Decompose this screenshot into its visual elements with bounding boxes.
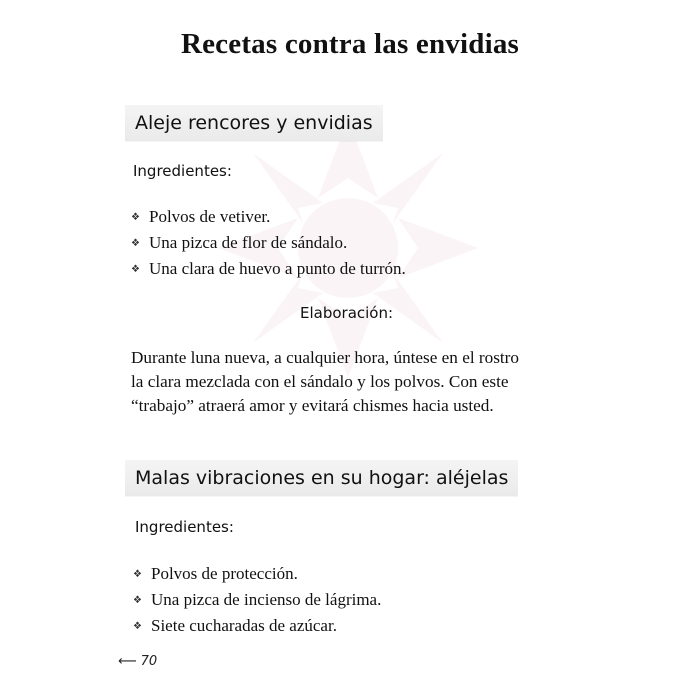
ingredients-label-2: Ingredientes:	[135, 518, 234, 536]
diamond-bullet-icon: ❖	[133, 569, 142, 580]
ingredients-list-2	[133, 561, 381, 639]
ingredient-text: Polvos de protección.	[151, 564, 298, 583]
page-title: Recetas contra las envidias	[180, 28, 520, 60]
arrow-left-icon: ⟵	[118, 654, 137, 669]
diamond-bullet-icon: ❖	[131, 212, 140, 223]
section-heading-1: Aleje rencores y envidias	[125, 105, 383, 141]
ingredient-text: Siete cucharadas de azúcar.	[151, 616, 337, 635]
list-item	[133, 561, 381, 587]
list-item	[133, 613, 381, 639]
list-item	[133, 587, 381, 613]
elaboration-label: Elaboración:	[300, 304, 394, 322]
section-heading-2: Malas vibraciones en su hogar: aléjelas	[125, 460, 518, 496]
ingredient-text: Una pizca de incienso de lágrima.	[151, 590, 382, 609]
ingredient-text: Polvos de vetiver.	[149, 207, 271, 226]
diamond-bullet-icon: ❖	[133, 621, 142, 632]
ingredients-list-1	[131, 204, 406, 282]
ingredient-text: Una clara de huevo a punto de turrón.	[149, 259, 406, 278]
diamond-bullet-icon: ❖	[133, 595, 142, 606]
paragraph-line: “trabajo” atraerá amor y evitará chismes hacia usted.	[131, 396, 494, 415]
paragraph-line: Durante luna nueva, a cualquier hora, úntese en el rostro	[131, 348, 519, 367]
diamond-bullet-icon: ❖	[131, 238, 140, 249]
elaboration-paragraph	[131, 346, 591, 418]
list-item	[131, 204, 406, 230]
ingredients-label-1: Ingredientes:	[133, 162, 232, 180]
paragraph-line: la clara mezclada con el sándalo y los polvos. Con este	[131, 372, 509, 391]
list-item	[131, 256, 406, 282]
ingredient-text: Una pizca de flor de sándalo.	[149, 233, 348, 252]
diamond-bullet-icon: ❖	[131, 264, 140, 275]
page-number-text: 70	[140, 654, 158, 669]
page-number	[118, 654, 157, 669]
list-item	[131, 230, 406, 256]
